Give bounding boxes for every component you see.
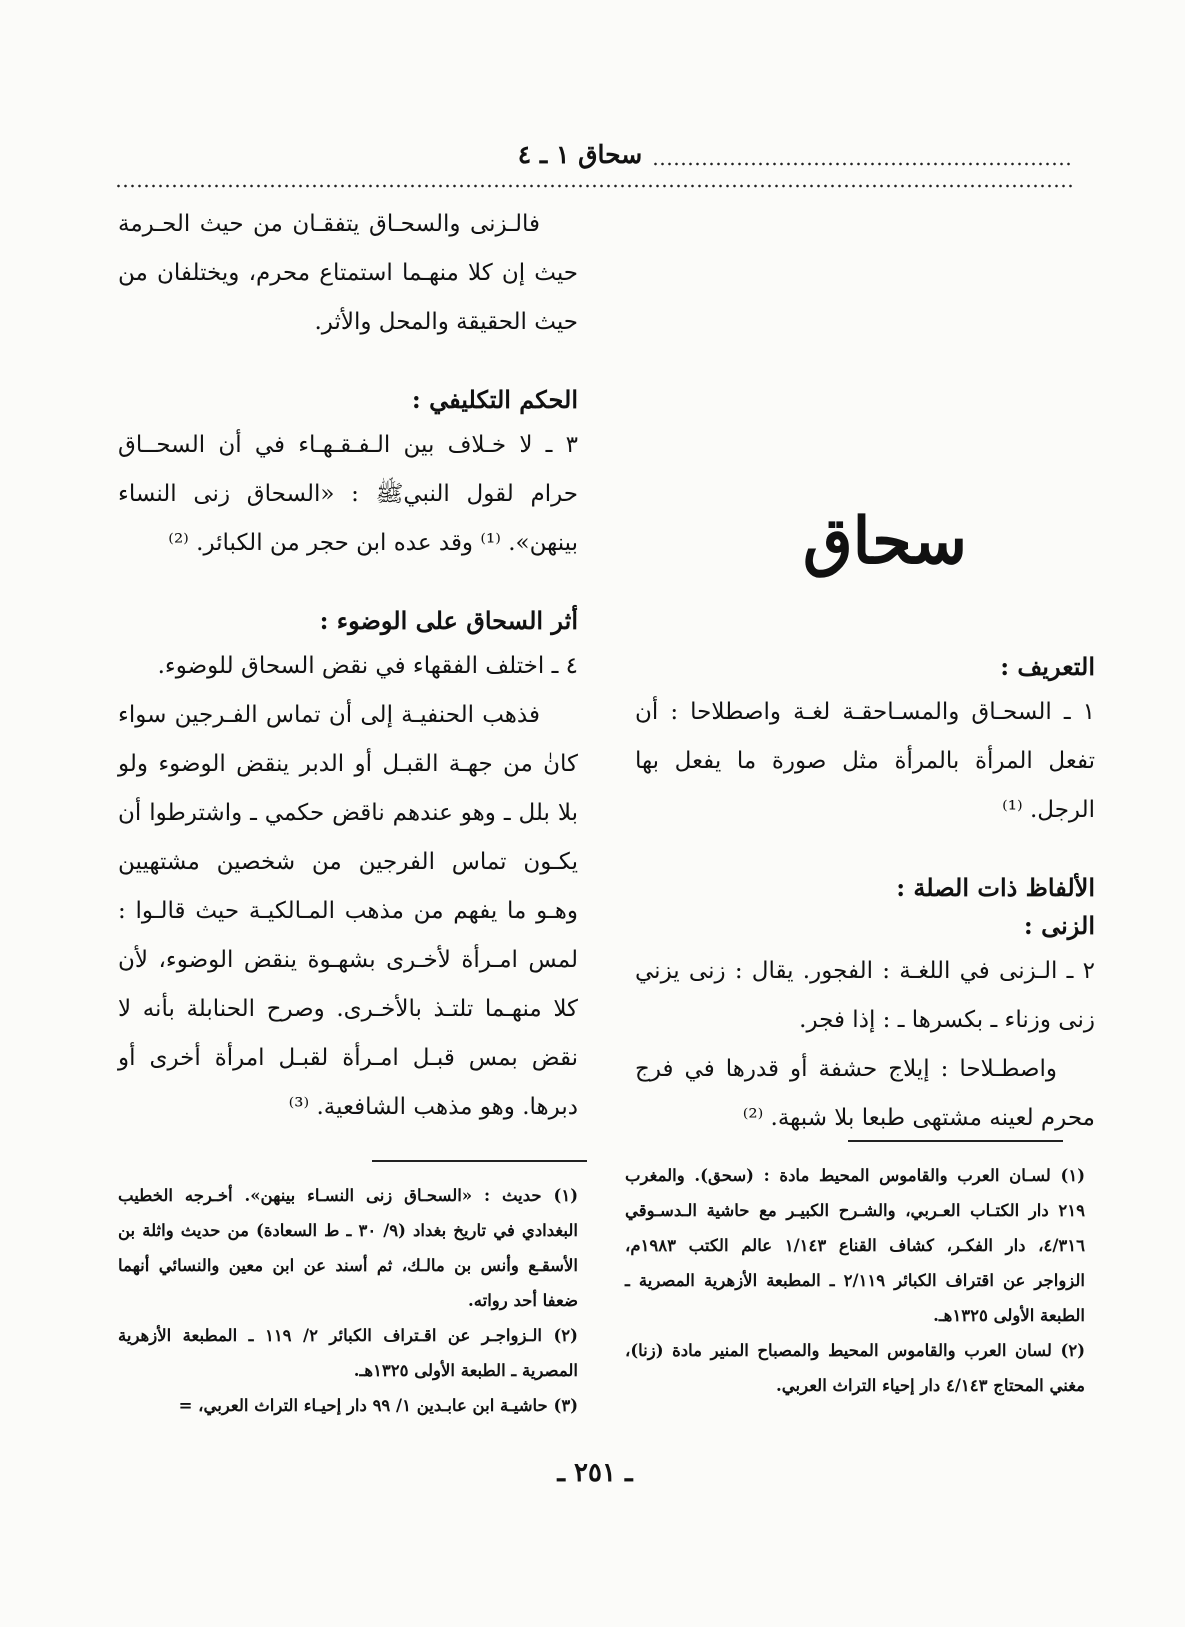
- footnote-rule-right: [848, 1140, 1063, 1142]
- paragraph-3: ٣ ـ لا خـلاف بين الـفـقـهـاء في أن السحــاق حرام لقول النبيﷺ : «السحاق زنى النساء بينهن». ⁽¹⁾ وقد عده ابن حجر من الكبائر. ⁽²⁾: [118, 432, 578, 556]
- subheading-zina: الزنى :: [1023, 911, 1095, 940]
- paragraph-2-technical: واصطـلاحا : إيلاج حشفة أو قدرها في فرج محرم لعينه مشتهى طبعا بلا شبهة. ⁽²⁾: [635, 1056, 1095, 1131]
- entry-title: سحاق: [802, 504, 968, 579]
- section-heading-ruling: الحكم التكليفي :: [411, 385, 578, 414]
- footnote-right-2: (٢) لسان العرب والقاموس المحيط والمصباح المنير مادة (زنا)، مغني المحتاج ٤/١٤٣ دار إحياء التراث العربي.: [625, 1341, 1085, 1395]
- section-heading-wudu: أثر السحاق على الوضوء :: [319, 606, 578, 635]
- right-column: [635, 500, 1095, 1143]
- paragraph-intro: فالـزنى والسحـاق يتفقـان من حيث الحـرمة حيث إن كلا منهـما استمتاع محرم، ويختلفان من حيث الحقيقة والمحل والأثر.: [118, 211, 578, 335]
- footnotes-right: [625, 1158, 1085, 1403]
- footnote-right-1: (١) لسـان العرب والقاموس المحيط مادة : (سحق). والمغرب ٢١٩ دار الكتـاب العـربي، والشـرح الكبيـر مع حاشية الـدسـوقي ٤/٣١٦، دار الفكـر، كشاف القناع ١/١٤٣ عالم الكتب ١٩٨٣م، الزواجر عن اقتراف الكبائر ٢/١١٩ ـ المطبعة الأزهرية المصرية ـ الطبعة الأولى ١٣٢٥هـ.: [625, 1166, 1085, 1325]
- header-dotted-rule: [115, 184, 1075, 188]
- paragraph-4-body: فذهب الحنفيـة إلى أن تماس الفـرجين سواء كانٰ من جهـة القبـل أو الدبر ينقض الوضوء ولو بلا بلل ـ وهو عندهم ناقض حكمي ـ واشترطوا أن يكـون تماس الفرجين من شخصين مشتهيين وهـو ما يفهم من مذهب المـالكيـة حيث قالـوا : لمس امـرأة لأخـرى بشهـوة ينقض الوضوء، لأن كلا منهـما تلتـذ بالأخـرى. وصرح الحنابلة بأنه لا نقض بمس قبـل امـرأة لقبـل امرأة أخرى أو دبرها. وهو مذهب الشافعية. ⁽³⁾: [118, 702, 578, 1120]
- section-heading-definition: التعريف :: [1000, 652, 1095, 681]
- footnote-left-2: (٢) الـزواجـر عن اقـتراف الكبائر ٢/ ١١٩ ـ المطبعة الأزهرية المصرية ـ الطبعة الأولى ١٣٢٥هـ.: [118, 1326, 578, 1380]
- footnote-rule-left: [372, 1160, 587, 1162]
- section-heading-related-terms: الألفاظ ذات الصلة :: [896, 873, 1095, 902]
- footnotes-left: [118, 1178, 578, 1423]
- running-header-title: سحاق ١ ـ ٤: [517, 140, 643, 169]
- footnote-left-3: (٣) حاشيـة ابن عابـدين ١/ ٩٩ دار إحيـاء التراث العربي، =: [178, 1396, 578, 1415]
- paragraph-2: ٢ ـ الـزنى في اللغـة : الفجور. يقال : زنى يزني زنى وزناء ـ بكسرها ـ : إذا فجر.: [635, 958, 1095, 1033]
- header-dotted-leader: [652, 162, 1072, 166]
- paragraph-1: ١ ـ السحـاق والمسـاحقـة لغـة واصطلاحا : أن تفعل المرأة بالمرأة مثل صورة ما يفعل بها الرجل. ⁽¹⁾: [635, 699, 1095, 823]
- paragraph-4: ٤ ـ اختلف الفقهاء في نقض السحاق للوضوء.: [157, 653, 578, 679]
- left-column: [118, 200, 578, 1132]
- page-number: ـ ٢٥١ ـ: [557, 1458, 633, 1488]
- footnote-left-1: (١) حديث : «السحـاق زنى النسـاء بينهن». أخـرجه الخطيب البغدادي في تاريخ بغداد (٩/ ٣٠ ـ ط السعادة) من حديث واثلة بن الأسقـع وأنس بن مالـك، ثم أسند عن ابن معين والنسائي أنهما ضعفا أحد رواته.: [118, 1186, 578, 1310]
